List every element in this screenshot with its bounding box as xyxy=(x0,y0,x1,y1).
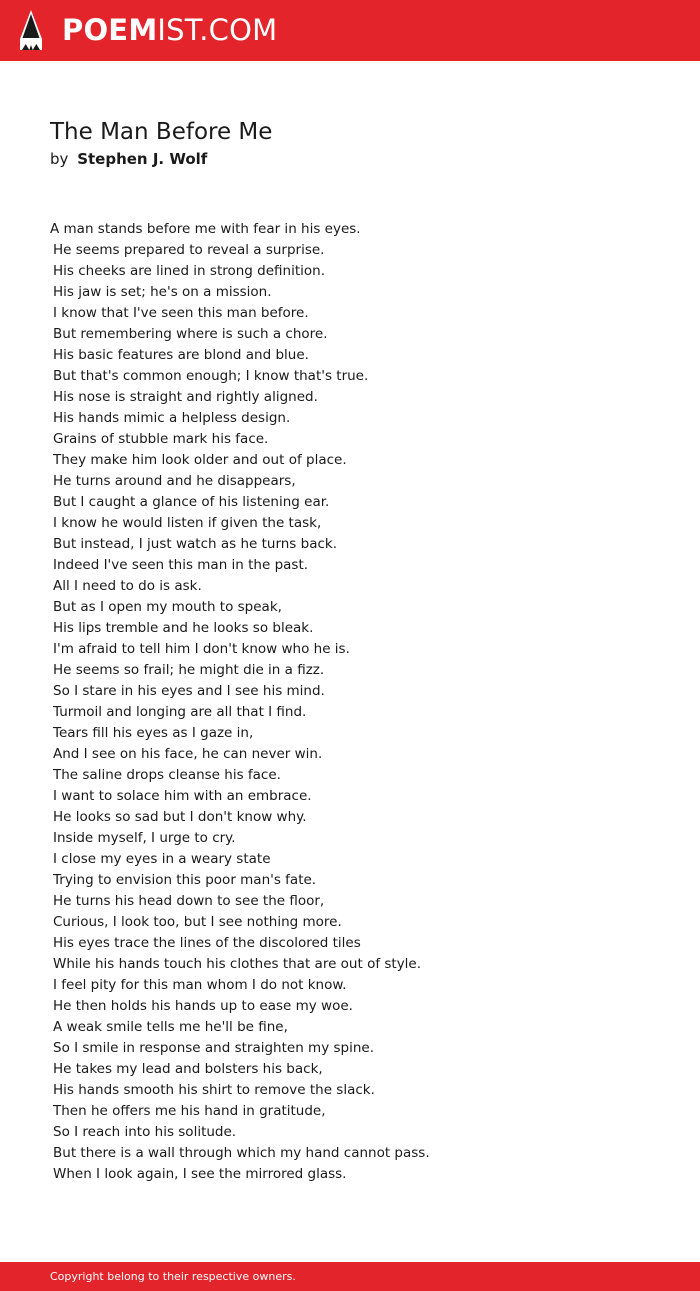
poem-line: Then he offers me his hand in gratitude, xyxy=(53,1103,326,1119)
poem-line: But as I open my mouth to speak, xyxy=(53,599,282,615)
poem-line: A man stands before me with fear in his eyes. xyxy=(50,221,361,237)
poem-line: His jaw is set; he's on a mission. xyxy=(53,284,272,300)
poem-line: His nose is straight and rightly aligned. xyxy=(53,389,318,405)
site-logo[interactable] xyxy=(62,12,277,48)
poem-line: He looks so sad but I don't know why. xyxy=(53,809,307,825)
poem-line: But that's common enough; I know that's true. xyxy=(53,368,369,384)
poem-line: I close my eyes in a weary state xyxy=(53,851,271,867)
poem-line: I'm afraid to tell him I don't know who he is. xyxy=(53,641,350,657)
poem-line: A weak smile tells me he'll be fine, xyxy=(53,1019,288,1035)
poem-line: Indeed I've seen this man in the past. xyxy=(53,557,309,573)
site-header xyxy=(0,0,700,61)
poem-line: He seems prepared to reveal a surprise. xyxy=(53,242,325,258)
poem-line: His eyes trace the lines of the discolored tiles xyxy=(53,935,361,951)
poem-line: Trying to envision this poor man's fate. xyxy=(53,872,317,888)
author-name: Stephen J. Wolf xyxy=(77,150,208,168)
pencil-logo-icon[interactable] xyxy=(18,9,44,51)
poem-line: So I reach into his solitude. xyxy=(53,1124,237,1140)
poem-line: The saline drops cleanse his face. xyxy=(53,767,281,783)
poem-line: He takes my lead and bolsters his back, xyxy=(53,1061,323,1077)
poem-line: But instead, I just watch as he turns back. xyxy=(53,536,338,552)
poem-line: His basic features are blond and blue. xyxy=(53,347,309,363)
poem-line: When I look again, I see the mirrored glass. xyxy=(53,1166,347,1182)
poem-line: Inside myself, I urge to cry. xyxy=(53,830,236,846)
poem-line: He seems so frail; he might die in a fizz. xyxy=(53,662,325,678)
poem-line: He turns his head down to see the floor, xyxy=(53,893,325,909)
poem-line: He then holds his hands up to ease my woe. xyxy=(53,998,353,1014)
poem-line: All I need to do is ask. xyxy=(53,578,202,594)
poem-body xyxy=(50,219,670,1185)
poem-line: His hands smooth his shirt to remove the slack. xyxy=(53,1082,375,1098)
poem-line: But remembering where is such a chore. xyxy=(53,326,328,342)
byline xyxy=(50,149,207,169)
poem-line: So I smile in response and straighten my spine. xyxy=(53,1040,374,1056)
poem-line: Curious, I look too, but I see nothing more. xyxy=(53,914,342,930)
poem-line: Tears fill his eyes as I gaze in, xyxy=(53,725,254,741)
poem-line: I know he would listen if given the task, xyxy=(53,515,322,531)
poem-line: But I caught a glance of his listening ear. xyxy=(53,494,330,510)
by-label: by xyxy=(50,150,69,168)
copyright-text: Copyright belong to their respective owners. xyxy=(50,1270,296,1283)
site-footer xyxy=(0,1262,700,1291)
poem-line: Grains of stubble mark his face. xyxy=(53,431,269,447)
poem-line: While his hands touch his clothes that are out of style. xyxy=(53,956,422,972)
poem-line: He turns around and he disappears, xyxy=(53,473,296,489)
poem-line: So I stare in his eyes and I see his mind. xyxy=(53,683,325,699)
poem-line: They make him look older and out of place. xyxy=(53,452,347,468)
logo-text-light: IST.COM xyxy=(157,13,278,47)
poem-line: His cheeks are lined in strong definition. xyxy=(53,263,325,279)
poem-line: And I see on his face, he can never win. xyxy=(53,746,323,762)
poem-line: Turmoil and longing are all that I find. xyxy=(53,704,307,720)
poem-line: I want to solace him with an embrace. xyxy=(53,788,312,804)
logo-text-bold: POEM xyxy=(62,13,158,47)
poem-line: I feel pity for this man whom I do not know. xyxy=(53,977,347,993)
poem-line: His hands mimic a helpless design. xyxy=(53,410,291,426)
poem-line: But there is a wall through which my hand cannot pass. xyxy=(53,1145,430,1161)
poem-line: His lips tremble and he looks so bleak. xyxy=(53,620,314,636)
poem-line: I know that I've seen this man before. xyxy=(53,305,309,321)
poem-title: The Man Before Me xyxy=(50,119,273,145)
